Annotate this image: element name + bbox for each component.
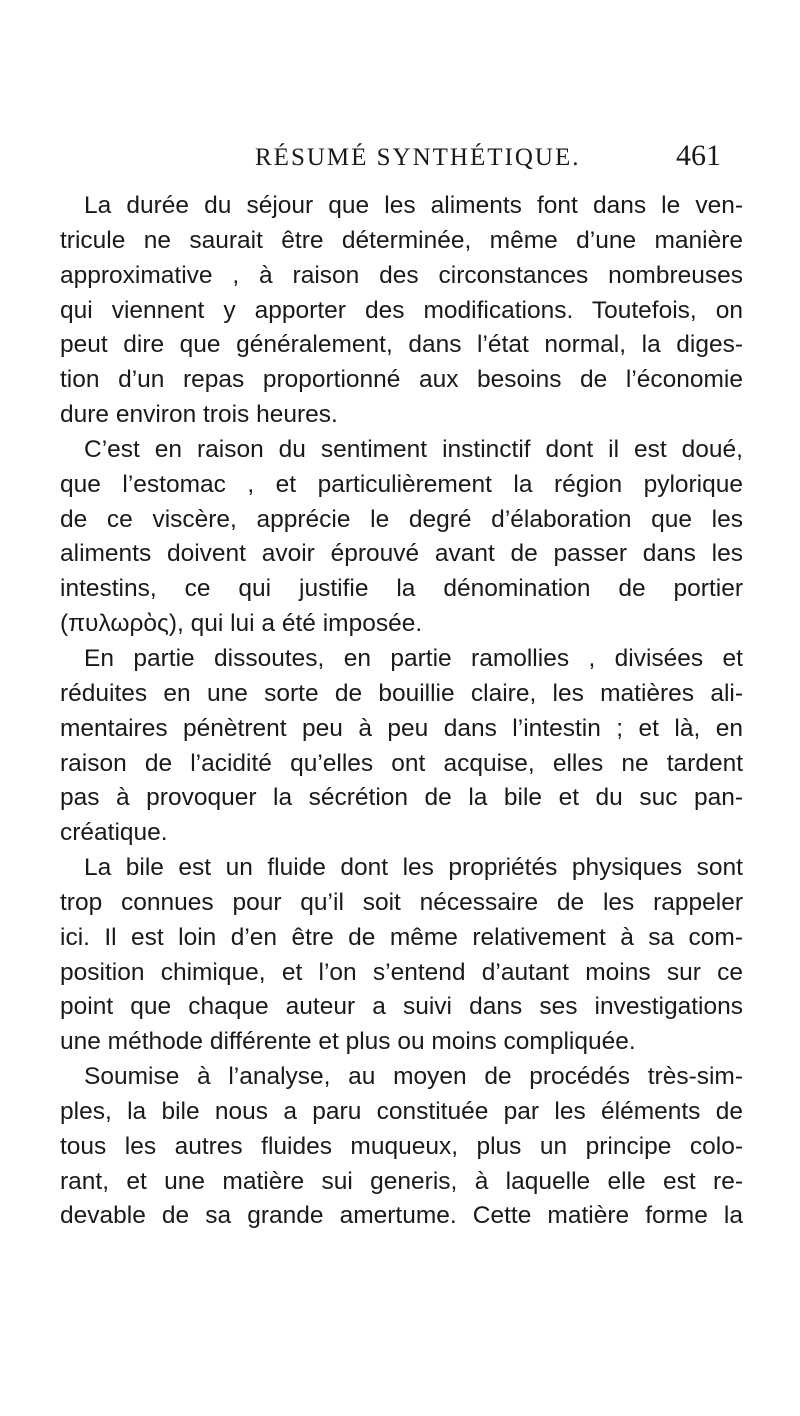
text-line: qui viennent y apporter des modifications. Toutefois, on: [60, 296, 743, 324]
text-line: La durée du séjour que les aliments font dans le ven-: [84, 192, 743, 219]
text-line: C’est en raison du sentiment instinctif dont il est doué,: [84, 435, 743, 463]
text-line: En partie dissoutes, en partie ramollies , divisées et: [84, 644, 743, 672]
text-line: approximative , à raison des circonstances nombreuses: [60, 261, 743, 289]
text-line: peut dire que généralement, dans l’état normal, la diges-: [60, 331, 743, 359]
text-line: dure environ trois heures.: [60, 401, 338, 429]
body-text: [60, 189, 743, 1234]
running-title: RÉSUMÉ SYNTHÉTIQUE.: [255, 144, 581, 171]
text-line: ici. Il est loin d’en être de même relativement à sa com-: [60, 923, 743, 951]
text-line: tous les autres fluides muqueux, plus un principe colo-: [60, 1132, 743, 1160]
text-line: ples, la bile nous a paru constituée par les éléments de: [60, 1097, 743, 1125]
text-line: rant, et une matière sui generis, à laquelle elle est re-: [60, 1167, 743, 1195]
text-line: créatique.: [60, 819, 168, 847]
text-line: La bile est un fluide dont les propriétés physiques sont: [84, 854, 743, 882]
text-line: aliments doivent avoir éprouvé avant de passer dans les: [60, 540, 743, 568]
text-line: que l’estomac , et particulièrement la région pylorique: [60, 470, 743, 498]
text-line: (πυλωρὸς), qui lui a été imposée.: [60, 610, 423, 638]
text-line: mentaires pénètrent peu à peu dans l’intestin ; et là, en: [60, 714, 743, 742]
text-line: position chimique, et l’on s’entend d’autant moins sur ce: [60, 958, 743, 986]
text-line: trop connues pour qu’il soit nécessaire de les rappeler: [60, 888, 743, 916]
text-line: une méthode différente et plus ou moins compliquée.: [60, 1028, 636, 1056]
text-line: tion d’un repas proportionné aux besoins de l’économie: [60, 366, 743, 394]
text-line: raison de l’acidité qu’elles ont acquise, elles ne tardent: [60, 749, 743, 777]
text-line: pas à provoquer la sécrétion de la bile et du suc pan-: [60, 784, 743, 812]
text-line: Soumise à l’analyse, au moyen de procédés très-sim-: [84, 1063, 743, 1091]
text-line: point que chaque auteur a suivi dans ses investigations: [60, 993, 743, 1021]
text-line: de ce viscère, apprécie le degré d’élaboration que les: [60, 505, 743, 533]
page-number: 461: [676, 139, 721, 172]
text-line: tricule ne saurait être déterminée, même d’une manière: [60, 226, 743, 254]
text-line: devable de sa grande amertume. Cette matière forme la: [60, 1202, 743, 1230]
text-line: réduites en une sorte de bouillie claire, les matières ali-: [60, 679, 743, 707]
running-head: [0, 138, 800, 178]
text-line: intestins, ce qui justifie la dénomination de portier: [60, 575, 743, 603]
